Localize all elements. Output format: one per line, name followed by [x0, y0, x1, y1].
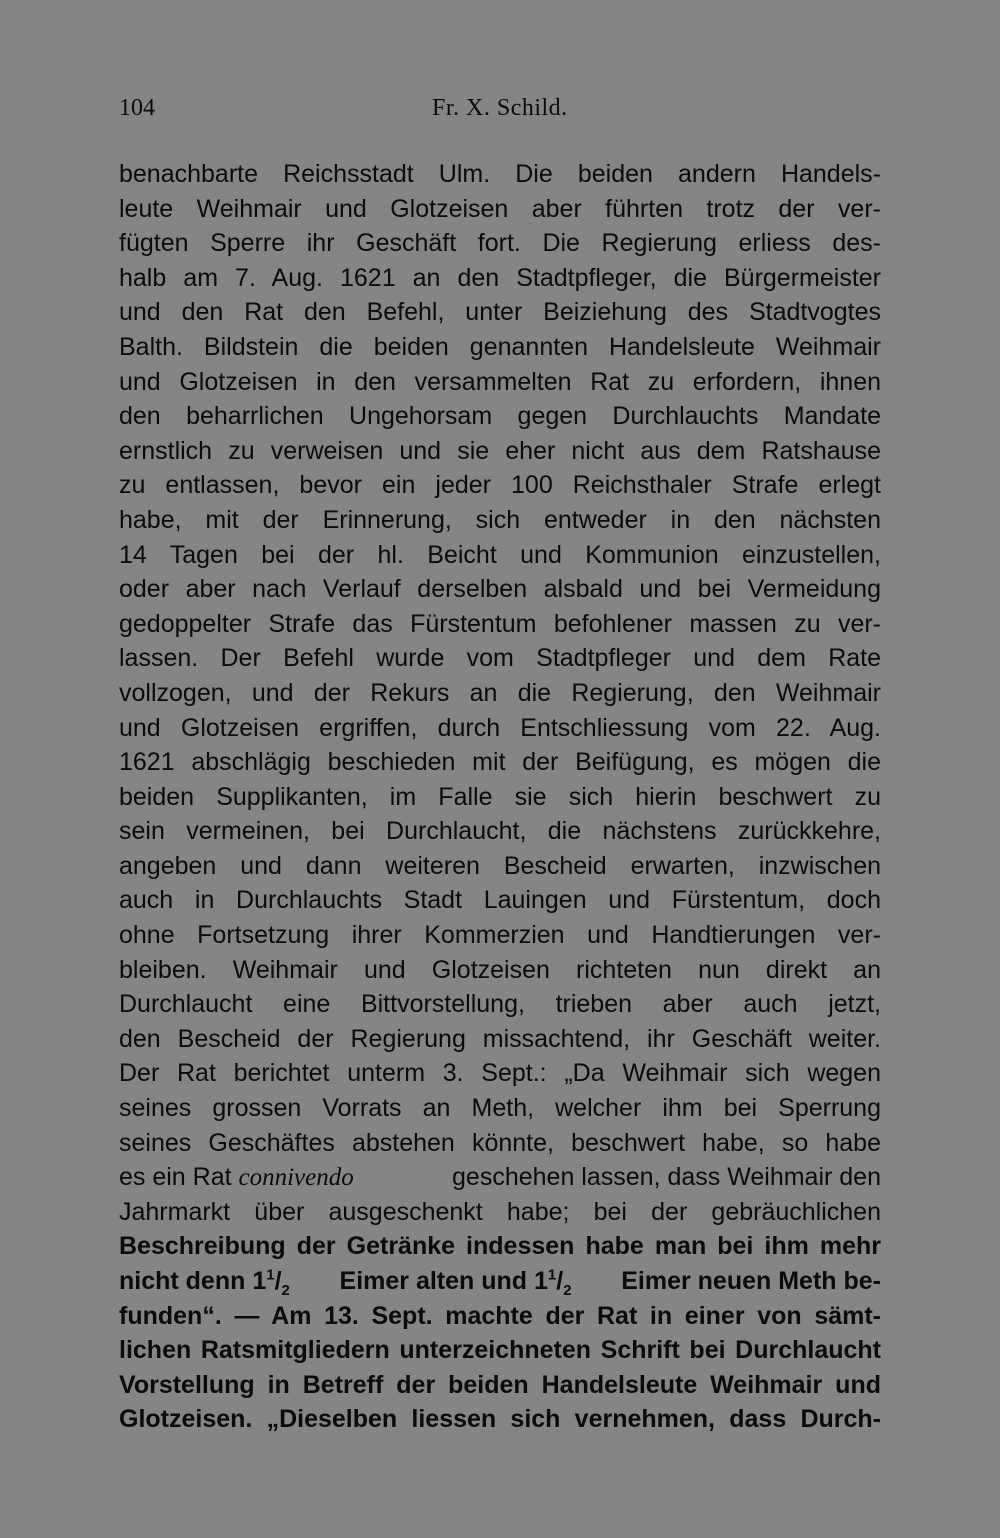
text-line: lassen. Der Befehl wurde vom Stadtpfleger und dem Rate	[119, 644, 881, 673]
text-run: Eimer alten und 1	[339, 1267, 548, 1295]
text-line: sein vermeinen, bei Durchlaucht, die nächstens zurückkehre,	[119, 817, 881, 846]
text-line: angeben und dann weiteren Bescheid erwarten, inzwischen	[119, 851, 881, 880]
text-line: Glotzeisen. „Dieselben liessen sich vernehmen, dass Durch-	[119, 1405, 881, 1434]
text-line: und Glotzeisen ergriffen, durch Entschliessung vom 22. Aug.	[119, 713, 881, 742]
text-run: geschehen lassen, dass Weihmair den	[452, 1163, 881, 1192]
body-text	[119, 157, 881, 1437]
text-line: und Glotzeisen in den versammelten Rat zu erfordern, ihnen	[119, 367, 881, 396]
text-line: funden“. — Am 13. Sept. machte der Rat in einer von sämt-	[119, 1301, 881, 1330]
text-line: ernstlich zu verweisen und sie eher nicht aus dem Ratshause	[119, 436, 881, 465]
text-line: zu entlassen, bevor ein jeder 100 Reichsthaler Strafe erlegt	[119, 471, 881, 500]
text-fragment: nicht denn $1^1/_2$	[119, 1266, 290, 1299]
text-line: beiden Supplikanten, im Falle sie sich hierin beschwert zu	[119, 782, 881, 811]
fraction-numerator: 1	[266, 1266, 275, 1284]
text-line: 14 Tagen bei der hl. Beicht und Kommunion einzustellen,	[119, 540, 881, 569]
text-line: Jahrmarkt über ausgeschenkt habe; bei der gebräuchlichen	[119, 1197, 881, 1226]
text-line: den beharrlichen Ungehorsam gegen Durchlauchts Mandate	[119, 402, 881, 431]
fraction-numerator: 1	[547, 1266, 557, 1284]
text-fragment	[119, 1160, 354, 1195]
text-run: es ein Rat	[119, 1163, 239, 1192]
text-run: nicht denn 1	[119, 1267, 267, 1295]
text-line: vollzogen, und der Rekurs an die Regierung, den Weihmair	[119, 678, 881, 707]
text-line	[119, 1160, 881, 1195]
fraction-denominator: 2	[563, 1282, 572, 1299]
text-line: seines Geschäftes abstehen könnte, beschwert habe, so habe	[119, 1128, 881, 1157]
text-line: auch in Durchlauchts Stadt Lauingen und Fürstentum, doch	[119, 886, 881, 915]
text-line: gedoppelter Strafe das Fürstentum befohlener massen zu ver-	[119, 609, 881, 638]
text-line: fügten Sperre ihr Geschäft fort. Die Regierung erliess des-	[119, 229, 881, 258]
text-line: den Bescheid der Regierung missachtend, ihr Geschäft weiter.	[119, 1024, 881, 1053]
text-line: leute Weihmair und Glotzeisen aber führten trotz der ver-	[119, 194, 881, 223]
text-line	[119, 1264, 881, 1299]
text-run: Eimer neuen Meth be-	[621, 1267, 881, 1295]
page-number: 104	[119, 95, 155, 121]
text-line: halb am 7. Aug. 1621 an den Stadtpfleger, die Bürgermeister	[119, 263, 881, 292]
text-line: 1621 abschlägig beschieden mit der Beifügung, es mögen die	[119, 748, 881, 777]
text-line: Beschreibung der Getränke indessen habe man bei ihm mehr	[119, 1232, 881, 1261]
text-line: bleiben. Weihmair und Glotzeisen richteten nun direkt an	[119, 955, 881, 984]
text-line: benachbarte Reichsstadt Ulm. Die beiden andern Handels-	[119, 160, 881, 188]
text-line: Balth. Bildstein die beiden genannten Handelsleute Weihmair	[119, 332, 881, 361]
italic-term: connivendo	[238, 1164, 354, 1192]
text-fragment: Eimer alten und $1^1/_2$	[339, 1266, 572, 1299]
text-line: Der Rat berichtet unterm 3. Sept.: „Da Weihmair sich wegen	[119, 1059, 881, 1088]
text-line: ohne Fortsetzung ihrer Kommerzien und Handtierungen ver-	[119, 921, 881, 950]
fraction-denominator: 2	[281, 1282, 290, 1299]
text-line: Durchlaucht eine Bittvorstellung, trieben aber auch jetzt,	[119, 990, 881, 1019]
text-line: lichen Ratsmitgliedern unterzeichneten Schrift bei Durchlaucht	[119, 1336, 881, 1365]
text-line: seines grossen Vorrats an Meth, welcher ihm bei Sperrung	[119, 1094, 881, 1123]
text-line: und den Rat den Befehl, unter Beiziehung des Stadtvogtes	[119, 298, 881, 327]
text-line: Vorstellung in Betreff der beiden Handelsleute Weihmair und	[119, 1370, 881, 1399]
running-head: Fr. X. Schild.	[432, 95, 568, 121]
text-line: oder aber nach Verlauf derselben alsbald und bei Vermeidung	[119, 575, 881, 604]
text-line: habe, mit der Erinnerung, sich entweder in den nächsten	[119, 505, 881, 534]
